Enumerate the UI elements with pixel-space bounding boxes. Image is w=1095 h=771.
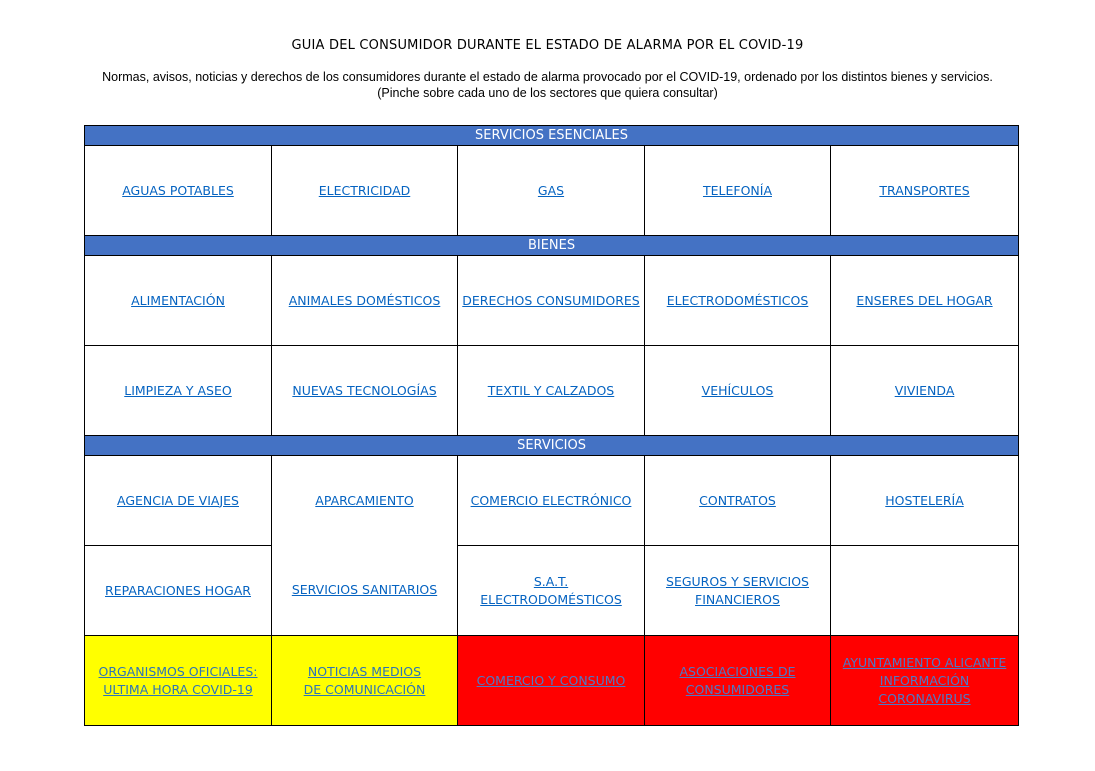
cell-derechos-consumidores [458, 256, 645, 346]
table-row [85, 146, 1019, 236]
link-reparaciones-hogar[interactable]: REPARACIONES HOGAR [105, 582, 251, 598]
cell-telefonia [645, 146, 831, 236]
link-hosteleria[interactable]: HOSTELERÍA [885, 492, 964, 508]
cell-electricidad [272, 146, 458, 236]
link-animales-domesticos[interactable]: ANIMALES DOMÉSTICOS [288, 292, 441, 308]
cell-animales-domesticos [272, 256, 458, 346]
link-asociaciones-consumidores[interactable]: ASOCIACIONES DE CONSUMIDORES [679, 663, 796, 697]
section-title-servicios: SERVICIOS [85, 436, 1019, 456]
link-vehiculos[interactable]: VEHÍCULOS [701, 382, 774, 398]
table-row [85, 346, 1019, 436]
cell-organismos-oficiales [85, 636, 272, 726]
link-noticias-medios[interactable]: NOTICIAS MEDIOS DE COMUNICACIÓN [303, 663, 426, 697]
cell-nuevas-tecnologias [272, 346, 458, 436]
link-comercio-electronico[interactable]: COMERCIO ELECTRÓNICO [470, 492, 632, 508]
cell-reparaciones-hogar [85, 546, 272, 636]
link-vivienda[interactable]: VIVIENDA [894, 382, 955, 398]
link-sat-electrodomesticos[interactable]: S.A.T. ELECTRODOMÉSTICOS [480, 573, 622, 607]
section-header-bienes [85, 236, 1019, 256]
section-header-servicios-esenciales [85, 126, 1019, 146]
cell-textil-y-calzados [458, 346, 645, 436]
link-agencia-de-viajes[interactable]: AGENCIA DE VIAJES [116, 492, 239, 508]
cell-comercio-y-consumo [458, 636, 645, 726]
cell-aparcamiento-servicios-sanitarios [272, 456, 458, 636]
cell-ayuntamiento-alicante [831, 636, 1019, 726]
subtitle-description: Normas, avisos, noticias y derechos de los consumidores durante el estado de alarma provocado por el COVID-19, ordenado por los distintos bienes y servicios. [102, 70, 993, 84]
link-alimentacion[interactable]: ALIMENTACIÓN [131, 292, 225, 308]
link-derechos-consumidores[interactable]: DERECHOS CONSUMIDORES [462, 292, 640, 308]
cell-limpieza-y-aseo [85, 346, 272, 436]
link-seguros-y-servicios-financieros[interactable]: SEGUROS Y SERVICIOS FINANCIEROS [666, 573, 809, 607]
cell-contratos [645, 456, 831, 546]
link-enseres-del-hogar[interactable]: ENSERES DEL HOGAR [856, 292, 993, 308]
cell-electrodomesticos [645, 256, 831, 346]
link-telefonia[interactable]: TELEFONÍA [702, 182, 772, 198]
table-row [85, 256, 1019, 346]
link-gas[interactable]: GAS [537, 182, 565, 198]
cell-hosteleria [831, 456, 1019, 546]
link-contratos[interactable]: CONTRATOS [699, 492, 776, 508]
link-textil-y-calzados[interactable]: TEXTIL Y CALZADOS [487, 382, 615, 398]
cell-comercio-electronico [458, 456, 645, 546]
section-header-servicios [85, 436, 1019, 456]
table-row [85, 546, 1019, 636]
cell-vivienda [831, 346, 1019, 436]
cell-transportes [831, 146, 1019, 236]
link-transportes[interactable]: TRANSPORTES [879, 182, 970, 198]
empty-cell [831, 546, 1019, 636]
link-aparcamiento[interactable]: APARCAMIENTO [315, 492, 414, 508]
link-organismos-oficiales[interactable]: ORGANISMOS OFICIALES: ULTIMA HORA COVID-19 [98, 663, 258, 697]
cell-aguas-potables [85, 146, 272, 236]
section-title-servicios-esenciales: SERVICIOS ESENCIALES [85, 126, 1019, 146]
section-title-bienes: BIENES [85, 236, 1019, 256]
cell-gas [458, 146, 645, 236]
cell-alimentacion [85, 256, 272, 346]
cell-sat-electrodomesticos [458, 546, 645, 636]
sector-table [84, 125, 1019, 726]
link-comercio-y-consumo[interactable]: COMERCIO Y CONSUMO [476, 672, 626, 688]
table-row [85, 636, 1019, 726]
link-ayuntamiento-alicante[interactable]: AYUNTAMIENTO ALICANTE INFORMACIÓN CORONAVIRUS [842, 654, 1007, 706]
link-electrodomesticos[interactable]: ELECTRODOMÉSTICOS [666, 292, 809, 308]
link-servicios-sanitarios[interactable]: SERVICIOS SANITARIOS [291, 581, 438, 597]
cell-vehiculos [645, 346, 831, 436]
cell-noticias-medios [272, 636, 458, 726]
link-electricidad[interactable]: ELECTRICIDAD [318, 182, 411, 198]
cell-agencia-de-viajes [85, 456, 272, 546]
link-nuevas-tecnologias[interactable]: NUEVAS TECNOLOGÍAS [292, 382, 437, 398]
link-limpieza-y-aseo[interactable]: LIMPIEZA Y ASEO [124, 382, 232, 398]
cell-asociaciones-consumidores [645, 636, 831, 726]
page-subtitle [0, 69, 1095, 101]
subtitle-instruction: (Pinche sobre cada uno de los sectores que quiera consultar) [377, 86, 718, 100]
link-aguas-potables[interactable]: AGUAS POTABLES [122, 182, 234, 198]
cell-seguros-y-servicios-financieros [645, 546, 831, 636]
page-title: GUIA DEL CONSUMIDOR DURANTE EL ESTADO DE ALARMA POR EL COVID-19 [291, 38, 804, 53]
table-row [85, 456, 1019, 546]
cell-enseres-del-hogar [831, 256, 1019, 346]
